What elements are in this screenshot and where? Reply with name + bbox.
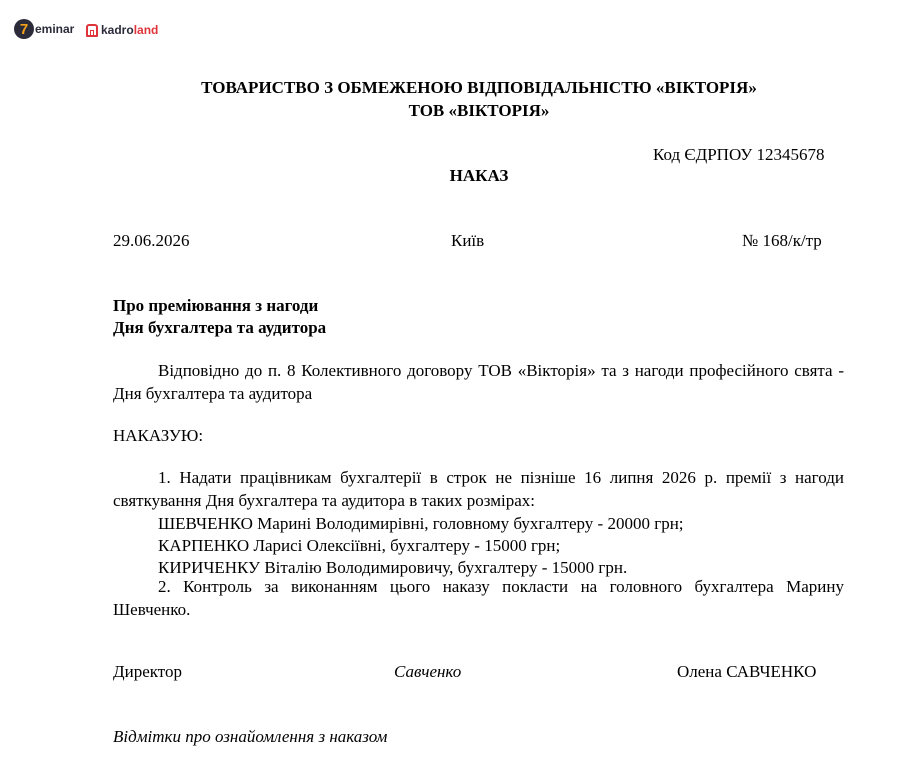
- item-2-line-1: 2. Контроль за виконанням цього наказу покласти на головного бухгалтера Марину: [158, 577, 844, 596]
- item-1-line-1: 1. Надати працівникам бухгалтерії в строк не пізніше 16 липня 2026 р. премії з нагоди: [158, 468, 844, 487]
- seminar-logo: [14, 18, 74, 40]
- signature-position: Директор: [113, 662, 182, 681]
- company-full-name: ТОВАРИСТВО З ОБМЕЖЕНОЮ ВІДПОВІДАЛЬНІСТЮ «ВІКТОРІЯ»: [201, 78, 757, 97]
- employee-line: КИРИЧЕНКУ Віталію Володимировичу, бухгалтеру - 15000 грн.: [158, 558, 628, 577]
- order-date: 29.06.2026: [113, 231, 190, 250]
- edrpou-code: Код ЄДРПОУ 12345678: [653, 145, 825, 164]
- item-2-line-2: Шевченко.: [113, 600, 191, 619]
- item-1-line-2: святкування Дня бухгалтера та аудитора в таких розмірах:: [113, 491, 535, 510]
- acknowledgement-note: Відмітки про ознайомлення з наказом: [113, 727, 388, 746]
- order-word: НАКАЗУЮ:: [113, 426, 204, 445]
- subject-line-1: Про преміювання з нагоди: [113, 296, 319, 315]
- company-short-name: ТОВ «ВІКТОРІЯ»: [408, 101, 550, 120]
- document-title: НАКАЗ: [449, 166, 509, 185]
- order-city: Київ: [451, 231, 485, 250]
- kadroland-logo-text-part2: land: [133, 23, 159, 37]
- kadroland-logo-text-part1: kadro: [101, 23, 134, 37]
- subject-line-2: Дня бухгалтера та аудитора: [113, 318, 327, 337]
- kadroland-logo: [86, 20, 158, 40]
- order-number: № 168/к/тр: [742, 231, 822, 250]
- employee-line: ШЕВЧЕНКО Марині Володимирівні, головному бухгалтеру - 20000 грн;: [158, 514, 684, 533]
- signature-name: Олена САВЧЕНКО: [677, 662, 817, 681]
- seminar-logo-text: eminar: [35, 22, 75, 36]
- employee-line: КАРПЕНКО Ларисі Олексіївні, бухгалтеру - 15000 грн;: [158, 536, 561, 555]
- preamble-paragraph: Відповідно до п. 8 Колективного договору ТОВ «Вікторія» та з нагоди професійного свята - Дня бухгалтера та аудитора: [113, 361, 844, 403]
- kadroland-logo-icon: [86, 24, 98, 37]
- seminar-logo-mark: 7: [14, 19, 34, 39]
- signature-handwritten: Савченко: [394, 662, 462, 681]
